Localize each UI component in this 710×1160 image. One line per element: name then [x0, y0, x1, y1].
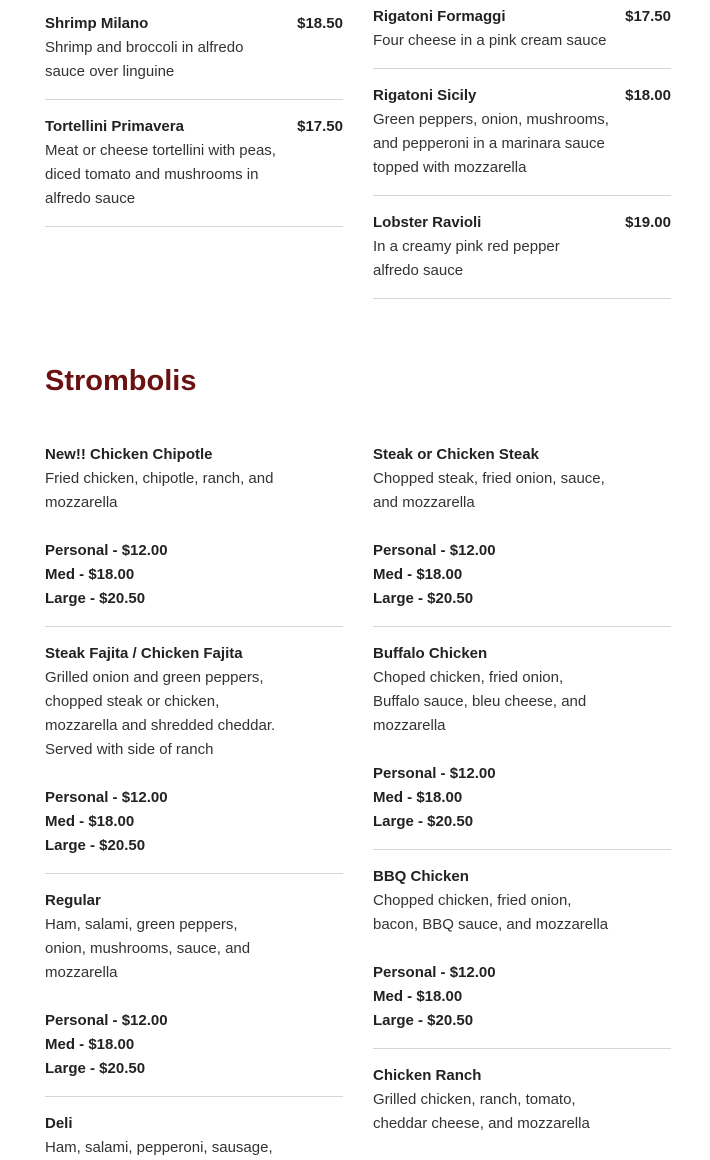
- menu-item-regular: [45, 889, 343, 1081]
- menu-item-bbq-chicken: [373, 865, 671, 1033]
- price-large: Large - $20.50: [45, 837, 146, 854]
- size-price-list: [373, 762, 671, 834]
- menu-item-chicken-chipotle: [45, 443, 343, 611]
- price-med: Med - $18.00: [373, 988, 463, 1005]
- menu-item-description: Ham, salami, pepperoni, sausage,: [45, 1139, 273, 1156]
- size-price-list: [373, 961, 671, 1033]
- price-personal: Personal - $12.00: [45, 542, 168, 559]
- menu-item-name: New!! Chicken Chipotle: [45, 446, 213, 463]
- price-large: Large - $20.50: [45, 590, 146, 607]
- price-large: Large - $20.50: [373, 1012, 474, 1029]
- menu-item-header: [45, 642, 343, 666]
- menu-item-description: Grilled onion and green peppers, chopped steak or chicken, mozzarella and shredded cheddar. Served with side of ranch: [45, 669, 276, 758]
- price-med: Med - $18.00: [45, 566, 135, 583]
- divider: [373, 1048, 671, 1049]
- menu-item-header: [45, 1112, 343, 1136]
- menu-item-name: Rigatoni Sicily: [373, 87, 477, 104]
- price-personal: Personal - $12.00: [45, 1012, 168, 1029]
- menu-item-name: Chicken Ranch: [373, 1067, 482, 1084]
- menu-item-description: Fried chicken, chipotle, ranch, and mozzarella: [45, 470, 274, 511]
- menu-item-description: Chopped chicken, fried onion, bacon, BBQ sauce, and mozzarella: [373, 892, 609, 933]
- menu-item-name: BBQ Chicken: [373, 868, 469, 885]
- menu-item-buffalo-chicken: [373, 642, 671, 834]
- menu-item-name: Lobster Ravioli: [373, 214, 482, 231]
- menu-item-chicken-ranch: [373, 1064, 671, 1136]
- menu-item-description: In a creamy pink red pepper alfredo sauce: [373, 238, 560, 279]
- price-personal: Personal - $12.00: [373, 964, 496, 981]
- menu-item-description: Ham, salami, green peppers, onion, mushrooms, sauce, and mozzarella: [45, 916, 251, 981]
- size-price-list: [45, 1009, 343, 1081]
- menu-item-header: [373, 865, 671, 889]
- menu-item-name: Buffalo Chicken: [373, 645, 488, 662]
- price-large: Large - $20.50: [373, 813, 474, 830]
- price-personal: Personal - $12.00: [373, 765, 496, 782]
- menu-item-price: $18.50: [297, 15, 343, 32]
- menu-item-description: Grilled chicken, ranch, tomato, cheddar cheese, and mozzarella: [373, 1091, 590, 1132]
- menu-item-price: $18.00: [625, 87, 671, 104]
- price-personal: Personal - $12.00: [373, 542, 496, 559]
- menu-item-price: $17.50: [625, 8, 671, 25]
- price-med: Med - $18.00: [373, 566, 463, 583]
- price-med: Med - $18.00: [45, 1036, 135, 1053]
- menu-item-description: Green peppers, onion, mushrooms, and pepperoni in a marinara sauce topped with mozzarella: [373, 111, 609, 176]
- menu-item-name: Steak or Chicken Steak: [373, 446, 539, 463]
- menu-item-price: $17.50: [297, 118, 343, 135]
- size-price-list: [45, 786, 343, 858]
- menu-item-header: [45, 443, 343, 467]
- menu-item-name: Regular: [45, 892, 101, 909]
- divider: [45, 873, 343, 874]
- menu-item-name: Shrimp Milano: [45, 15, 149, 32]
- menu-item-description: Shrimp and broccoli in alfredo sauce over linguine: [45, 39, 244, 80]
- menu-item-name: Tortellini Primavera: [45, 118, 184, 135]
- price-personal: Personal - $12.00: [45, 789, 168, 806]
- strombolis-left-column: [45, 0, 343, 1155]
- divider: [373, 849, 671, 850]
- menu-item-name: Steak Fajita / Chicken Fajita: [45, 645, 243, 662]
- strombolis-right-column: [373, 0, 671, 1155]
- divider: [373, 626, 671, 627]
- menu-item-header: [373, 1064, 671, 1088]
- price-large: Large - $20.50: [45, 1060, 146, 1077]
- price-large: Large - $20.50: [373, 590, 474, 607]
- size-price-list: [373, 539, 671, 611]
- menu-item-name: Deli: [45, 1115, 73, 1132]
- size-price-list: [45, 539, 343, 611]
- menu-item-steak-fajita: [45, 642, 343, 858]
- menu-item-header: [45, 889, 343, 913]
- divider: [45, 1096, 343, 1097]
- menu-item-deli: [45, 1112, 343, 1160]
- menu-item-price: $19.00: [625, 214, 671, 231]
- menu-item-name: Rigatoni Formaggi: [373, 8, 506, 25]
- price-med: Med - $18.00: [45, 813, 135, 830]
- price-med: Med - $18.00: [373, 789, 463, 806]
- menu-item-description: Meat or cheese tortellini with peas, diced tomato and mushrooms in alfredo sauce: [45, 142, 276, 207]
- menu-item-steak-or-chicken-steak: [373, 443, 671, 611]
- divider: [45, 626, 343, 627]
- menu-item-description: Choped chicken, fried onion, Buffalo sauce, bleu cheese, and mozzarella: [373, 669, 587, 734]
- menu-item-description: Chopped steak, fried onion, sauce, and mozzarella: [373, 470, 605, 511]
- menu-item-description: Four cheese in a pink cream sauce: [373, 32, 607, 49]
- menu-item-header: [373, 642, 671, 666]
- section-title-strombolis: Strombolis: [45, 365, 197, 397]
- menu-item-header: [373, 443, 671, 467]
